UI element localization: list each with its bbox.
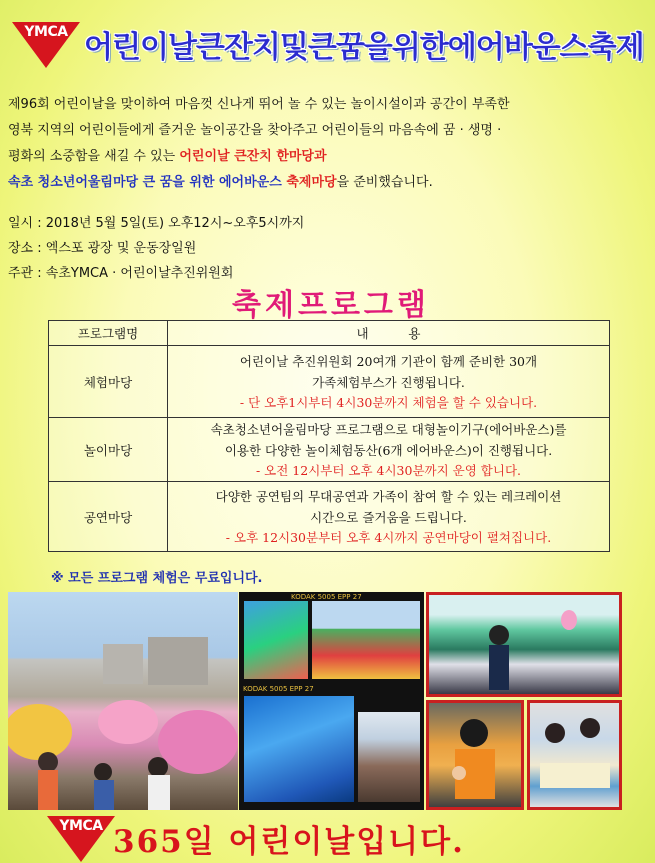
photo-firefighter-child: [426, 700, 524, 810]
page-title: 어린이날큰잔치및큰꿈을위한에어바운스축제: [84, 30, 644, 65]
photo-craft-activity: [527, 700, 622, 810]
program-name: 체험마당: [49, 346, 168, 418]
slogan: 365일 어린이날입니다.: [113, 824, 465, 860]
intro-text-plain: 평화의 소중함을 새길 수 있는: [8, 149, 180, 164]
table-row: [49, 346, 610, 418]
table-row: [49, 418, 610, 482]
event-place: 장소 : 엑스포 광장 및 운동장일원: [8, 241, 197, 256]
intro-line: 영북 지역의 어린이들에게 즐거운 놀이공간을 찾아주고 어린이들의 마음속에 꿈 · 생명 ·: [8, 123, 502, 138]
ymca-logo-footer: [47, 816, 115, 862]
logo-text: YMCA: [24, 24, 68, 40]
photo-police-booth: [426, 592, 622, 697]
program-table: [48, 320, 610, 552]
program-content: [168, 418, 610, 482]
event-date: 일시 : 2018년 5월 5일(토) 오후12시~오후5시까지: [8, 216, 305, 231]
event-host: 주관 : 속초YMCA · 어린이날추진위원회: [8, 266, 234, 281]
film-frame-number: 27: [304, 685, 314, 693]
content-note: - 오후 12시30분부터 오후 4시까지 공연마당이 펼쳐집니다.: [225, 529, 552, 545]
intro-text: [8, 92, 648, 196]
content-line: 어린이날 추진위원회 20여개 기관이 함께 준비한 30개: [239, 353, 538, 369]
content-line: 시간으로 즐거움을 드립니다.: [310, 509, 467, 525]
content-line: 다양한 공연팀의 무대공연과 가족이 참여 할 수 있는 레크레이션: [215, 488, 562, 504]
content-line: 가족체험부스가 진행됩니다.: [312, 374, 465, 390]
intro-text-plain: 을 준비했습니다.: [336, 175, 433, 190]
highlight-red: 축제마당: [286, 175, 337, 190]
program-title: 축제프로그램: [232, 288, 430, 323]
program-content: [168, 346, 610, 418]
film-label-text: KODAK 5005 EPP: [291, 593, 351, 601]
program-name: 공연마당: [49, 482, 168, 552]
film-label-text: KODAK 5005 EPP: [243, 685, 303, 693]
logo-text: YMCA: [59, 818, 103, 834]
table-row: [49, 482, 610, 552]
content-line: 속초청소년어울림마당 프로그램으로 대형놀이기구(에어바운스)를: [210, 421, 567, 437]
column-header: 프로그램명: [49, 321, 168, 346]
program-name: 놀이마당: [49, 418, 168, 482]
intro-line: [8, 170, 648, 196]
column-header: 내 용: [168, 321, 610, 346]
ymca-logo: [12, 22, 80, 68]
content-note: - 단 오후1시부터 4시30분까지 체험을 할 수 있습니다.: [239, 394, 538, 410]
table-header-row: [49, 321, 610, 346]
highlight-red: 어린이날 큰잔치 한마당과: [179, 149, 327, 164]
film-label: [291, 593, 362, 601]
photo-air-bounce-1: [244, 601, 308, 679]
photo-event-crowd: [358, 712, 420, 802]
film-frame-number: 27: [352, 593, 362, 601]
content-line: 이용한 다양한 놀이체험동산(6개 에어바운스)이 진행됩니다.: [224, 442, 553, 458]
photo-air-bounce-3: [244, 696, 354, 802]
photo-air-bounce-2: [312, 601, 420, 679]
film-label: [243, 685, 314, 693]
highlight-blue: 속초 청소년어울림마당 큰 꿈을 위한 에어바운스: [8, 175, 287, 190]
intro-line: [8, 144, 648, 170]
film-strip: [239, 592, 424, 810]
program-content: [168, 482, 610, 552]
free-notice: ※ 모든 프로그램 체험은 무료입니다.: [51, 571, 263, 586]
content-note: - 오전 12시부터 오후 4시30분까지 운영 합니다.: [255, 462, 521, 478]
photo-festival-crowd: [8, 592, 238, 810]
intro-line: 제96회 어린이날을 맞이하여 마음껏 신나게 뛰어 놀 수 있는 놀이시설이과 공간이 부족한: [8, 97, 510, 112]
